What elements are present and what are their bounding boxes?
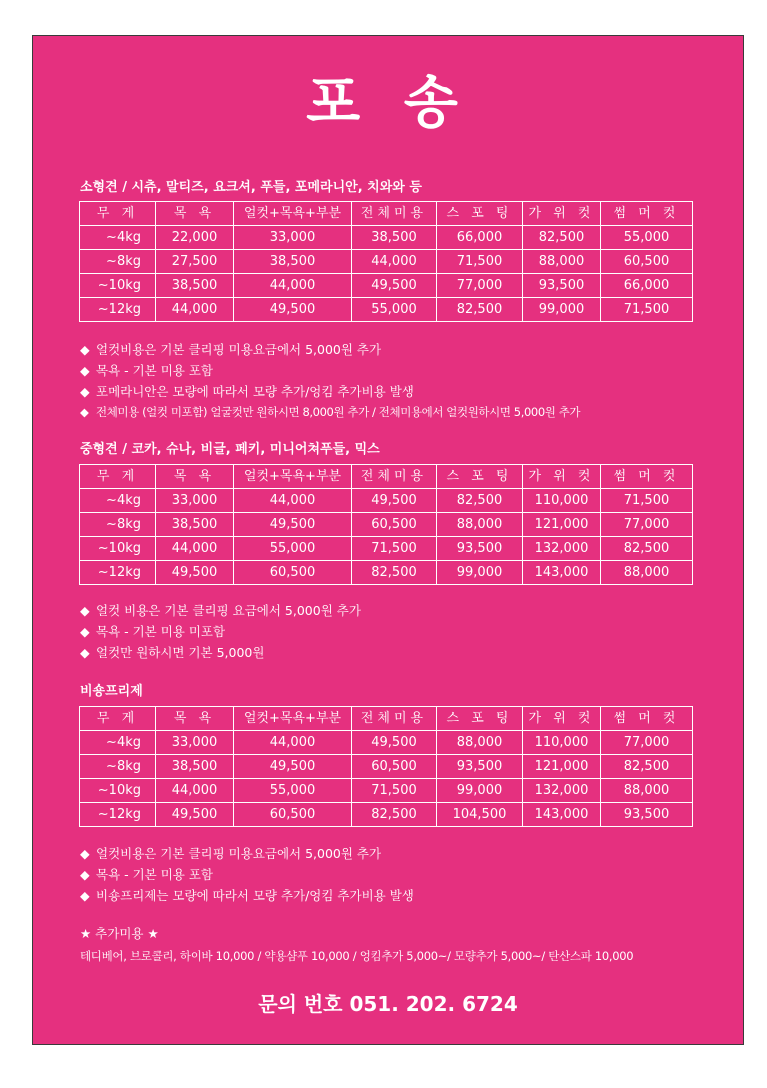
price-cell: 88,000 <box>437 513 523 537</box>
price-cell: 49,500 <box>234 513 352 537</box>
header-cell: 스 포 팅 <box>437 707 523 731</box>
black-diamond-icon: ◆ <box>80 624 90 639</box>
notes-small <box>80 339 580 423</box>
price-cell: 49,500 <box>352 731 437 755</box>
price-table-small <box>79 201 693 322</box>
price-cell: 88,000 <box>601 561 693 585</box>
price-cell: 82,500 <box>352 803 437 827</box>
weight-cell: ~12kg <box>80 298 156 322</box>
weight-cell: ~4kg <box>80 226 156 250</box>
section-title-small: 소형견 / 시츄, 말티즈, 요크셔, 푸들, 포메라니안, 치와와 등 <box>80 180 422 195</box>
section-title-bichon: 비숑프리제 <box>80 684 143 699</box>
price-cell: 38,500 <box>156 274 234 298</box>
black-diamond-icon: ◆ <box>80 405 89 419</box>
black-diamond-icon: ◆ <box>80 384 90 399</box>
header-cell: 썸 머 컷 <box>601 465 693 489</box>
price-cell: 77,000 <box>601 731 693 755</box>
table-row <box>80 226 693 250</box>
price-cell: 44,000 <box>234 489 352 513</box>
price-cell: 71,500 <box>352 779 437 803</box>
price-cell: 44,000 <box>156 298 234 322</box>
table-row <box>80 803 693 827</box>
price-cell: 33,000 <box>234 226 352 250</box>
price-cell: 104,500 <box>437 803 523 827</box>
extra-services-list: 테디베어, 브로콜리, 하이바 10,000 / 약용샴푸 10,000 / 엉킴추가 5,000~/ 모량추가 5,000~/ 탄산스파 10,000 <box>80 949 634 963</box>
note-item: ◆ 얼컷 비용은 기본 클리핑 요금에서 5,000원 추가 <box>80 600 361 621</box>
page-title: 포 송 <box>306 71 470 136</box>
price-cell: 60,500 <box>352 755 437 779</box>
price-cell: 143,000 <box>523 803 601 827</box>
table-row <box>80 755 693 779</box>
header-cell: 전체미용 <box>352 202 437 226</box>
black-diamond-icon: ◆ <box>80 846 90 861</box>
weight-cell: ~10kg <box>80 274 156 298</box>
extra-services-title: ★ 추가미용 ★ <box>80 926 159 941</box>
price-cell: 49,500 <box>156 803 234 827</box>
header-cell: 썸 머 컷 <box>601 707 693 731</box>
table-row <box>80 298 693 322</box>
price-poster <box>32 35 744 1045</box>
price-cell: 60,500 <box>234 561 352 585</box>
note-item: ◆ 포메라니안은 모량에 따라서 모량 추가/엉킴 추가비용 발생 <box>80 381 580 402</box>
price-cell: 38,500 <box>156 513 234 537</box>
contact-phone: 문의 번호 051. 202. 6724 <box>258 992 518 1016</box>
price-cell: 22,000 <box>156 226 234 250</box>
header-cell: 스 포 팅 <box>437 465 523 489</box>
header-cell: 전체미용 <box>352 465 437 489</box>
price-table-medium <box>79 464 693 585</box>
note-item: ◆ 얼컷만 원하시면 기본 5,000원 <box>80 642 361 663</box>
price-cell: 77,000 <box>437 274 523 298</box>
weight-cell: ~10kg <box>80 537 156 561</box>
price-cell: 55,000 <box>601 226 693 250</box>
black-diamond-icon: ◆ <box>80 867 90 882</box>
note-item: ◆ 목욕 - 기본 미용 포함 <box>80 864 414 885</box>
price-cell: 71,500 <box>437 250 523 274</box>
header-cell: 목 욕 <box>156 707 234 731</box>
price-cell: 71,500 <box>601 489 693 513</box>
table-row <box>80 274 693 298</box>
price-cell: 60,500 <box>352 513 437 537</box>
weight-cell: ~4kg <box>80 489 156 513</box>
note-item: ◆ 비숑프리제는 모량에 따라서 모량 추가/엉킴 추가비용 발생 <box>80 885 414 906</box>
price-cell: 93,500 <box>437 755 523 779</box>
note-item: ◆ 얼컷비용은 기본 클리핑 미용요금에서 5,000원 추가 <box>80 843 414 864</box>
black-diamond-icon: ◆ <box>80 603 90 618</box>
price-cell: 88,000 <box>437 731 523 755</box>
header-cell: 얼컷+목욕+부분 <box>234 202 352 226</box>
price-cell: 99,000 <box>523 298 601 322</box>
header-cell: 목 욕 <box>156 202 234 226</box>
price-cell: 44,000 <box>352 250 437 274</box>
price-cell: 82,500 <box>437 298 523 322</box>
table-row <box>80 779 693 803</box>
notes-bichon <box>80 843 414 906</box>
note-item: ◆ 전체미용 (얼컷 미포함) 얼굴컷만 원하시면 8,000원 추가 / 전체미용에서 얼컷원하시면 5,000원 추가 <box>80 402 580 423</box>
price-cell: 44,000 <box>156 537 234 561</box>
price-cell: 60,500 <box>234 803 352 827</box>
price-cell: 82,500 <box>523 226 601 250</box>
table-header-row <box>80 202 693 226</box>
price-cell: 66,000 <box>601 274 693 298</box>
header-cell: 얼컷+목욕+부분 <box>234 465 352 489</box>
black-diamond-icon: ◆ <box>80 888 90 903</box>
weight-cell: ~10kg <box>80 779 156 803</box>
price-cell: 132,000 <box>523 537 601 561</box>
price-cell: 55,000 <box>234 779 352 803</box>
price-cell: 44,000 <box>156 779 234 803</box>
price-cell: 77,000 <box>601 513 693 537</box>
price-cell: 93,500 <box>601 803 693 827</box>
table-row <box>80 731 693 755</box>
table-header-row <box>80 707 693 731</box>
price-cell: 38,500 <box>352 226 437 250</box>
header-cell: 썸 머 컷 <box>601 202 693 226</box>
header-cell: 전체미용 <box>352 707 437 731</box>
price-cell: 82,500 <box>601 755 693 779</box>
header-cell: 무 게 <box>80 707 156 731</box>
price-cell: 49,500 <box>352 274 437 298</box>
table-row <box>80 561 693 585</box>
price-cell: 60,500 <box>601 250 693 274</box>
price-cell: 82,500 <box>352 561 437 585</box>
weight-cell: ~8kg <box>80 250 156 274</box>
header-cell: 가 위 컷 <box>523 202 601 226</box>
black-diamond-icon: ◆ <box>80 342 90 357</box>
price-cell: 38,500 <box>156 755 234 779</box>
black-diamond-icon: ◆ <box>80 363 90 378</box>
black-diamond-icon: ◆ <box>80 645 90 660</box>
header-cell: 목 욕 <box>156 465 234 489</box>
price-table-bichon <box>79 706 693 827</box>
price-cell: 88,000 <box>601 779 693 803</box>
weight-cell: ~12kg <box>80 803 156 827</box>
weight-cell: ~12kg <box>80 561 156 585</box>
price-cell: 82,500 <box>437 489 523 513</box>
price-cell: 82,500 <box>601 537 693 561</box>
header-cell: 얼컷+목욕+부분 <box>234 707 352 731</box>
price-cell: 143,000 <box>523 561 601 585</box>
price-cell: 49,500 <box>234 298 352 322</box>
header-cell: 가 위 컷 <box>523 465 601 489</box>
table-row <box>80 250 693 274</box>
price-cell: 27,500 <box>156 250 234 274</box>
price-cell: 44,000 <box>234 274 352 298</box>
price-cell: 49,500 <box>156 561 234 585</box>
price-cell: 44,000 <box>234 731 352 755</box>
price-cell: 49,500 <box>234 755 352 779</box>
price-cell: 110,000 <box>523 731 601 755</box>
price-cell: 71,500 <box>352 537 437 561</box>
price-cell: 66,000 <box>437 226 523 250</box>
price-cell: 99,000 <box>437 561 523 585</box>
table-row <box>80 513 693 537</box>
header-cell: 스 포 팅 <box>437 202 523 226</box>
weight-cell: ~8kg <box>80 755 156 779</box>
table-row <box>80 537 693 561</box>
table-row <box>80 489 693 513</box>
note-item: ◆ 목욕 - 기본 미용 미포함 <box>80 621 361 642</box>
note-item: ◆ 얼컷비용은 기본 클리핑 미용요금에서 5,000원 추가 <box>80 339 580 360</box>
price-cell: 121,000 <box>523 755 601 779</box>
price-cell: 132,000 <box>523 779 601 803</box>
price-cell: 93,500 <box>523 274 601 298</box>
price-cell: 121,000 <box>523 513 601 537</box>
price-cell: 110,000 <box>523 489 601 513</box>
price-cell: 55,000 <box>234 537 352 561</box>
header-cell: 가 위 컷 <box>523 707 601 731</box>
price-cell: 71,500 <box>601 298 693 322</box>
price-cell: 93,500 <box>437 537 523 561</box>
table-header-row <box>80 465 693 489</box>
price-cell: 99,000 <box>437 779 523 803</box>
note-item: ◆ 목욕 - 기본 미용 포함 <box>80 360 580 381</box>
price-cell: 55,000 <box>352 298 437 322</box>
price-cell: 38,500 <box>234 250 352 274</box>
header-cell: 무 게 <box>80 465 156 489</box>
weight-cell: ~4kg <box>80 731 156 755</box>
price-cell: 33,000 <box>156 731 234 755</box>
price-cell: 33,000 <box>156 489 234 513</box>
section-title-medium: 중형견 / 코카, 슈나, 비글, 페키, 미니어쳐푸들, 믹스 <box>80 442 380 457</box>
price-cell: 49,500 <box>352 489 437 513</box>
notes-medium <box>80 600 361 663</box>
weight-cell: ~8kg <box>80 513 156 537</box>
price-cell: 88,000 <box>523 250 601 274</box>
header-cell: 무 게 <box>80 202 156 226</box>
